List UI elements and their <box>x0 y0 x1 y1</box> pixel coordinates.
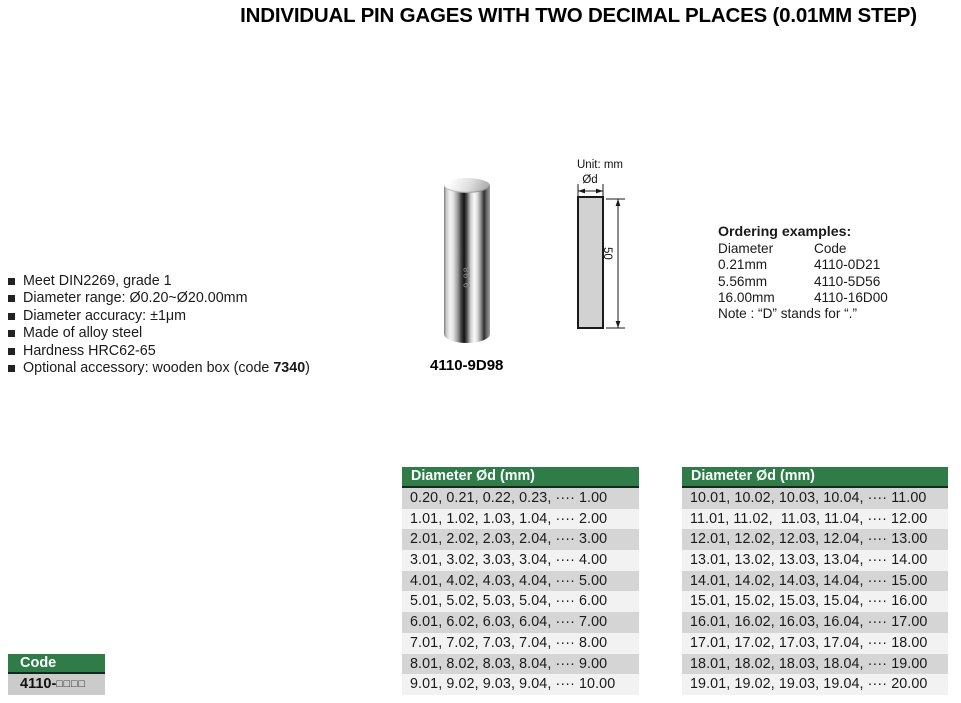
table-row: 19.01, 19.02, 19.03, 19.04, ···· 20.00 <box>682 674 948 695</box>
code-prefix: 4110- <box>20 676 57 692</box>
product-model-label: 4110-9D98 <box>430 357 504 374</box>
pin-gage-photo <box>444 178 490 343</box>
feature-text: Hardness HRC62-65 <box>23 342 156 359</box>
arrow-right-icon <box>596 189 603 194</box>
code-value <box>8 674 105 695</box>
code-placeholder-squares: □□□□ <box>56 678 86 690</box>
feature-item <box>8 274 310 290</box>
table-row: 15.01, 15.02, 15.03, 15.04, ···· 16.00 <box>682 591 948 612</box>
table-row: 9.01, 9.02, 9.03, 9.04, ···· 10.00 <box>402 674 639 695</box>
bullet-square-icon <box>8 365 15 372</box>
bullet-square-icon <box>8 295 15 302</box>
table-row: 11.01, 11.02, 11.03, 11.04, ···· 12.00 <box>682 509 948 530</box>
feature-item <box>8 291 310 307</box>
table-row: 16.01, 16.02, 16.03, 16.04, ···· 17.00 <box>682 612 948 633</box>
table-row: 10.01, 10.02, 10.03, 10.04, ···· 11.00 <box>682 488 948 509</box>
feature-item <box>8 326 310 342</box>
pin-top-cap <box>444 178 490 193</box>
arrow-left-icon <box>578 189 585 194</box>
table-row: 17.01, 17.02, 17.03, 17.04, ···· 18.00 <box>682 633 948 654</box>
drawing-gage-body <box>578 197 603 328</box>
page-title: INDIVIDUAL PIN GAGES WITH TWO DECIMAL PLACES (0.01MM STEP) <box>240 4 917 27</box>
table-row: 1.01, 1.02, 1.03, 1.04, ···· 2.00 <box>402 509 639 530</box>
code-header: Code <box>8 654 105 674</box>
ordering-code: 4110-5D56 <box>814 273 881 289</box>
ordering-diameter: 5.56mm <box>718 273 768 289</box>
ordering-heading: Ordering examples: <box>718 224 852 240</box>
bullet-square-icon <box>8 313 15 320</box>
bullet-square-icon <box>8 348 15 355</box>
table-row: 6.01, 6.02, 6.03, 6.04, ···· 7.00 <box>402 612 639 633</box>
accessory-code: 7340 <box>273 360 306 377</box>
ordering-code: 4110-16D00 <box>814 289 888 305</box>
pin-engraving: 9.98 <box>462 266 472 288</box>
feature-list <box>8 274 310 378</box>
feature-item <box>8 309 310 325</box>
feature-text: Diameter range: Ø0.20~Ø20.00mm <box>23 290 248 307</box>
table-row: 18.01, 18.02, 18.03, 18.04, ···· 19.00 <box>682 654 948 675</box>
bullet-square-icon <box>8 278 15 285</box>
table-header: Diameter Ød (mm) <box>682 467 948 488</box>
table-row: 14.01, 14.02, 14.03, 14.04, ···· 15.00 <box>682 571 948 592</box>
ordering-diameter: 0.21mm <box>718 257 768 273</box>
table-row: 8.01, 8.02, 8.03, 8.04, ···· 9.00 <box>402 654 639 675</box>
ordering-note: Note : “D” stands for “.” <box>718 306 857 322</box>
bullet-square-icon <box>8 330 15 337</box>
table-row: 3.01, 3.02, 3.03, 3.04, ···· 4.00 <box>402 550 639 571</box>
diameter-table-2 <box>682 467 948 695</box>
table-row: 7.01, 7.02, 7.03, 7.04, ···· 8.00 <box>402 633 639 654</box>
table-row: 2.01, 2.02, 2.03, 2.04, ···· 3.00 <box>402 529 639 550</box>
table-row: 4.01, 4.02, 4.03, 4.04, ···· 5.00 <box>402 571 639 592</box>
table-row: 5.01, 5.02, 5.03, 5.04, ···· 6.00 <box>402 591 639 612</box>
table-row: 0.20, 0.21, 0.22, 0.23, ···· 1.00 <box>402 488 639 509</box>
diameter-table-1 <box>402 467 639 695</box>
feature-text: Optional accessory: wooden box (code 7340) <box>23 360 310 377</box>
feature-item <box>8 344 310 360</box>
feature-text: Diameter accuracy: ±1μm <box>23 307 187 324</box>
feature-text: Meet DIN2269, grade 1 <box>23 273 172 289</box>
ordering-examples <box>718 224 888 322</box>
arrow-up-icon <box>616 199 621 206</box>
length-dim-label: 50 <box>601 247 613 260</box>
ordering-code: 4110-0D21 <box>814 257 881 273</box>
feature-text: Made of alloy steel <box>23 325 143 342</box>
diameter-dim-label: Ød <box>582 174 598 186</box>
ordering-col-header-code: Code <box>814 241 847 257</box>
ordering-diameter: 16.00mm <box>718 289 775 305</box>
ordering-table <box>718 241 888 306</box>
feature-item <box>8 361 310 377</box>
table-row: 12.01, 12.02, 12.03, 12.04, ···· 13.00 <box>682 529 948 550</box>
order-code-block <box>8 654 105 695</box>
unit-label: Unit: mm <box>577 159 623 171</box>
table-row: 13.01, 13.02, 13.03, 13.04, ···· 14.00 <box>682 550 948 571</box>
table-header: Diameter Ød (mm) <box>402 467 639 488</box>
arrow-down-icon <box>616 321 621 328</box>
ordering-col-header-diameter: Diameter <box>718 241 774 257</box>
